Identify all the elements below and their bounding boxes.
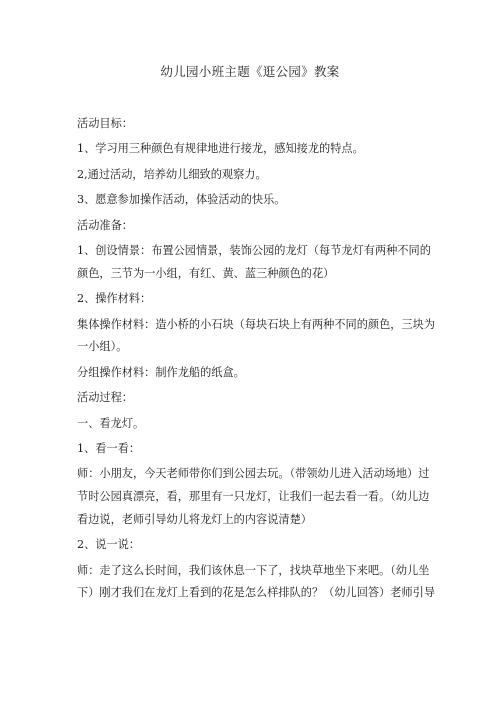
paragraph-process-heading: 活动过程： (77, 391, 133, 405)
paragraph-section-1: 一、看龙灯。 (77, 416, 145, 430)
paragraph-goals-heading: 活动目标： (77, 117, 133, 130)
paragraph-teacher-1: 师：小朋友，今天老师带你们到公园去玩。（带领幼儿进入活动场地）过节时公园真漂亮，看，那里有一只龙灯，让我们一起去看一看。（幼儿边看边说，老师引导幼儿将龙灯上的内容说清楚） (77, 467, 430, 526)
paragraph-preparation-1: 1、创设情景：布置公园情景，装饰公园的龙灯（每节龙灯有两种不同的颜色，三节为一小组，有红、黄、蓝三种颜色的花） (77, 243, 431, 280)
paragraph-goal-1: 1、学习用三种颜色有规律地进行接龙，感知接龙的特点。 (77, 142, 364, 156)
paragraph-group-materials: 集体操作材料：造小桥的小石块（每块石块上有两种不同的颜色，三块为一小组）。 (77, 317, 436, 354)
paragraph-step-say: 2、说一说： (77, 538, 141, 552)
paragraph-preparation-2: 2、操作材料： (77, 292, 152, 306)
paragraph-goal-2: 2,通过活动，培养幼儿细致的观察力。 (77, 167, 267, 181)
paragraph-split-materials: 分组操作材料：制作龙船的纸盒。 (77, 365, 245, 379)
document-body (77, 113, 437, 605)
paragraph-step-look: 1、看一看： (77, 441, 141, 455)
document-title: 幼儿园小班主题《逛公园》教案 (160, 64, 340, 79)
paragraph-goal-3: 3、愿意参加操作活动，体验活动的快乐。 (77, 193, 286, 207)
paragraph-preparation-heading: 活动准备： (77, 218, 133, 232)
paragraph-teacher-2: 师：走了这么长时间，我们该休息一下了，找块草地坐下来吧。（幼儿坐下）刚才我们在龙灯上看到的花是怎么样排队的？（幼儿回答）老师引导 (77, 563, 436, 600)
